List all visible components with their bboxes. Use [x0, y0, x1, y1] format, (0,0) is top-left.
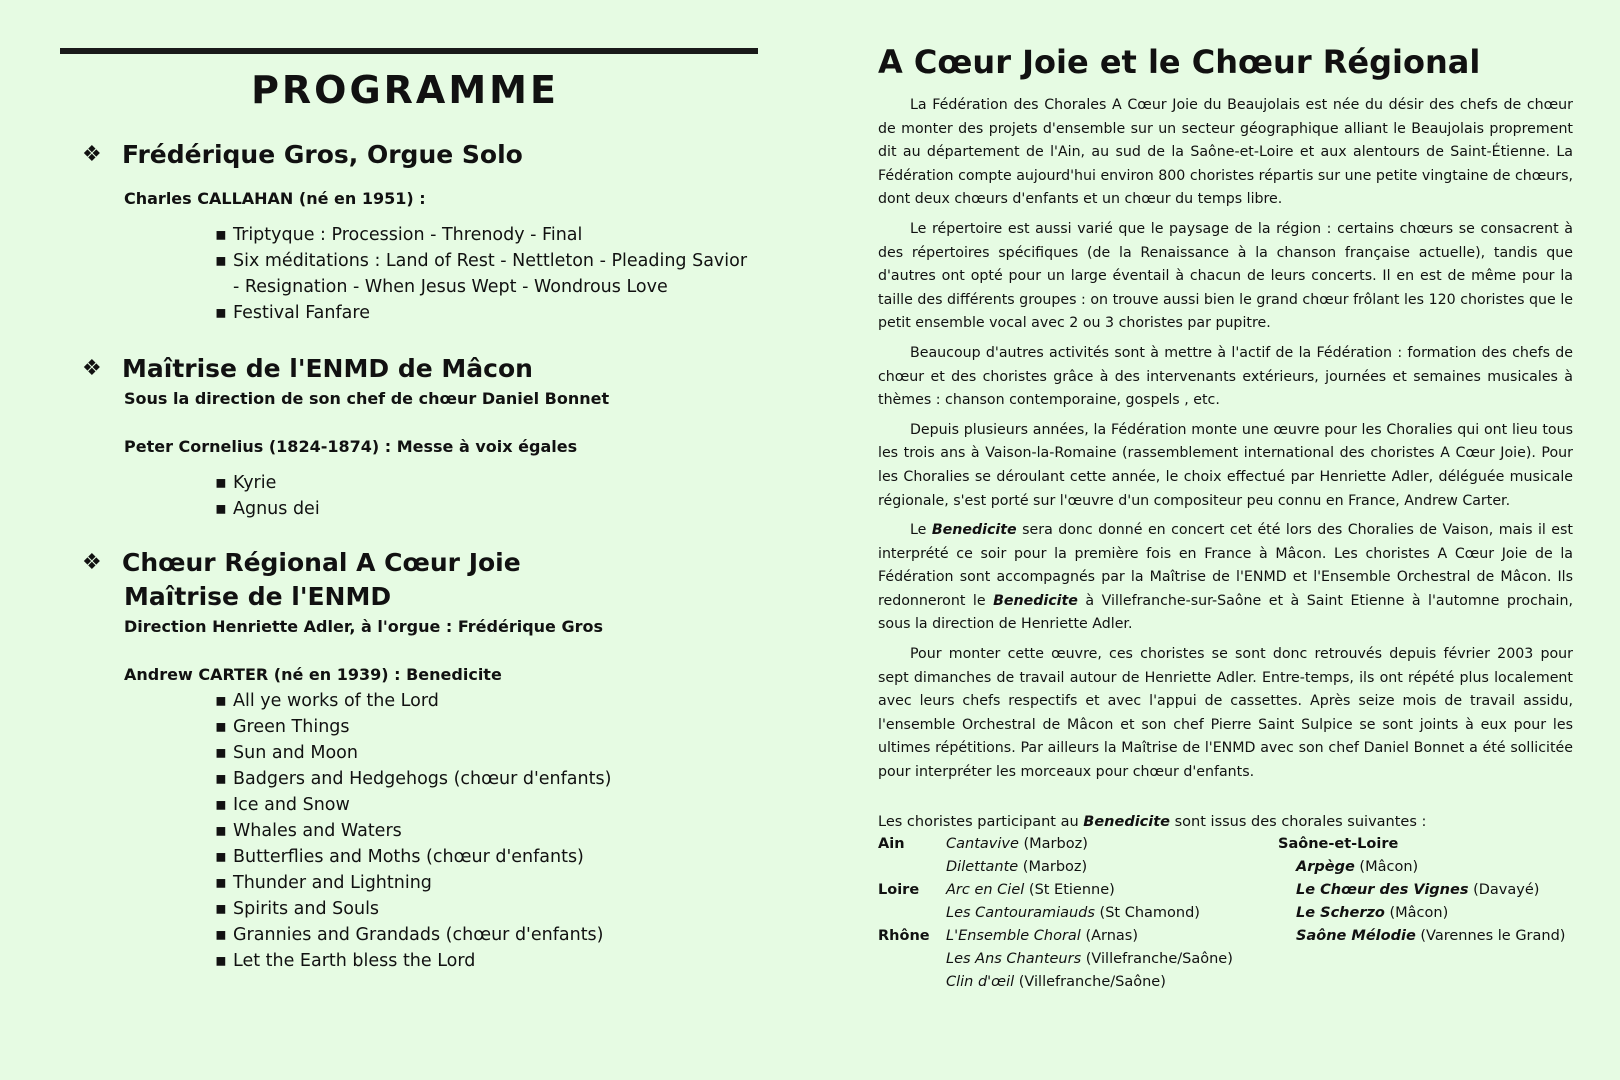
diamond-bullet-icon: ❖ [82, 356, 102, 381]
work-title: Benedicite [1083, 813, 1171, 830]
choir-entry: Saône Mélodie (Varennes le Grand) [1296, 927, 1566, 944]
article-paragraph: Pour monter cette œuvre, ces choristes se sont donc retrouvés depuis février 2003 pour sept dimanches de travail autour de Henriette Adler. Entre-temps, ils ont répété plus localement avec leurs chefs respectifs et avec l'appui de cassettes. Après seize mois de travail assidu, l'ensemble Orchestral de Mâcon et son chef Pierre Saint Sulpice se sont joints à eux pour les ultimes répétitions. Par ailleurs la Maîtrise de l'ENMD avec son chef Daniel Bonnet a été sollicitée pour interpréter les morceaux pour chœur d'enfants. [878, 646, 1573, 781]
diamond-bullet-icon: ❖ [82, 142, 102, 167]
section-heading-line2: Maîtrise de l'ENMD [124, 582, 392, 611]
list-item: ▪ Grannies and Grandads (chœur d'enfants) [215, 922, 755, 948]
article-paragraph: Beaucoup d'autres activités sont à mettre à l'actif de la Fédération : formation des chefs de chœur et des choristes grâce à des intervenants extérieurs, journées et semaines musicales à thèmes : chanson contemporaine, gospels , etc. [878, 344, 1573, 409]
section-heading-text: Frédérique Gros, Orgue Solo [122, 140, 523, 169]
section-maitrise [60, 352, 760, 522]
bullet-icon: ▪ [215, 951, 227, 971]
choir-entry: Les Cantouramiauds (St Chamond) [946, 904, 1200, 921]
bullet-icon: ▪ [215, 873, 227, 893]
bullet-icon: ▪ [215, 899, 227, 919]
list-item: ▪ Badgers and Hedgehogs (chœur d'enfants) [215, 766, 755, 792]
choir-entry: Les Ans Chanteurs (Villefranche/Saône) [946, 950, 1233, 967]
top-rule [60, 48, 758, 54]
bullet-icon: ▪ [215, 473, 227, 493]
bullet-icon: ▪ [215, 795, 227, 815]
list-item: ▪ Green Things [215, 714, 755, 740]
article-title: A Cœur Joie et le Chœur Régional [878, 43, 1481, 81]
bullet-icon: ▪ [215, 691, 227, 711]
section-subheading: Sous la direction de son chef de chœur Daniel Bonnet [124, 389, 610, 408]
choir-entry: Cantavive (Marboz) [946, 835, 1088, 852]
section-heading-text: Maîtrise de l'ENMD de Mâcon [122, 354, 533, 383]
choir-entry: Arpège (Mâcon) [1296, 858, 1419, 875]
section-organ [60, 138, 760, 326]
composer-line: Charles CALLAHAN (né en 1951) : [124, 189, 426, 208]
composer-line: Andrew CARTER (né en 1939) : Benedicite [124, 665, 502, 684]
list-item: ▪ Whales and Waters [215, 818, 755, 844]
choir-entry: Dilettante (Marboz) [946, 858, 1088, 875]
choir-entry: Arc en Ciel (St Etienne) [946, 881, 1115, 898]
programme-title: PROGRAMME [251, 68, 559, 112]
list-item: ▪ Spirits and Souls [215, 896, 755, 922]
section-heading [82, 138, 760, 172]
choir-entry: L'Ensemble Choral (Arnas) [946, 927, 1139, 944]
piece-list [215, 222, 755, 326]
choir-entry: Clin d'œil (Villefranche/Saône) [946, 973, 1166, 990]
article-paragraph: Depuis plusieurs années, la Fédération monte une œuvre pour les Choralies qui ont lieu tous les trois ans à Vaison-la-Romaine (rassemblement international des choristes A Cœur Joie). Pour les Choralies se déroulant cette année, le choix effectué par Henriette Adler, déléguée musicale régionale, s'est porté sur l'œuvre d'un compositeur peu connu en France, Andrew Carter. [878, 421, 1573, 509]
choirs-intro: Les choristes participant au Benedicite sont issus des chorales suivantes : [878, 813, 1427, 830]
list-item: ▪ Festival Fanfare [215, 300, 755, 326]
programme-column [60, 48, 760, 1058]
bullet-icon: ▪ [215, 925, 227, 945]
bullet-icon: ▪ [215, 743, 227, 763]
list-item: ▪ Ice and Snow [215, 792, 755, 818]
choir-entry: Le Scherzo (Mâcon) [1296, 904, 1449, 921]
article-paragraph: La Fédération des Chorales A Cœur Joie du Beaujolais est née du désir des chefs de chœur de monter des projets d'ensemble sur un secteur géographique alliant le Beaujolais proprement dit au département de l'Ain, au sud de la Saône-et-Loire et aux alentours de Saint-Étienne. La Fédération compte aujourd'hui environ 800 choristes répartis sur une petite vingtaine de chœurs, dont deux chœurs d'enfants et un chœur du temps libre. [878, 97, 1573, 208]
list-item: ▪ Agnus dei [215, 496, 755, 522]
region-loire: Loire [878, 881, 920, 898]
choir-entry: Le Chœur des Vignes (Davayé) [1296, 881, 1540, 898]
list-item: ▪ Butterflies and Moths (chœur d'enfants) [215, 844, 755, 870]
diamond-bullet-icon: ❖ [82, 550, 102, 575]
region-saone-et-loire: Saône-et-Loire [1278, 835, 1399, 852]
list-item: ▪ Kyrie [215, 470, 755, 496]
section-heading [82, 352, 760, 386]
piece-list [215, 470, 755, 522]
article-paragraph: Le Benedicite sera donc donné en concert cet été lors des Choralies de Vaison, mais il est interprété ce soir pour la première fois en France à Mâcon. Les choristes A Cœur Joie de la Fédération sont accompagnés par la Maîtrise de l'ENMD et l'Ensemble Orchestral de Mâcon. Ils redonneront le Benedicite à Villefranche-sur-Saône et à Saint Etienne à l'automne prochain, sous la direction de Henriette Adler. [878, 522, 1573, 633]
article-paragraph: Le répertoire est aussi varié que le paysage de la région : certains chœurs se consacrent à des répertoires spécifiques (de la Renaissance à la chanson française actuelle), tandis que d'autres ont opté pour un large éventail à chacun de leurs concerts. Il en est de même pour la taille des différents groupes : on trouve aussi bien le grand chœur frôlant les 120 choristes que le petit ensemble vocal avec 2 ou 3 choristes par pupitre. [878, 220, 1573, 332]
article-column [878, 40, 1573, 1016]
bullet-icon: ▪ [215, 847, 227, 867]
list-item: ▪ All ye works of the Lord [215, 688, 755, 714]
section-subheading: Direction Henriette Adler, à l'orgue : Frédérique Gros [124, 617, 604, 636]
bullet-icon: ▪ [215, 821, 227, 841]
list-item: ▪ Six méditations : Land of Rest - Nettleton - Pleading Savior - Resignation - When Jesus Wept - Wondrous Love [215, 248, 755, 300]
section-heading-text: Chœur Régional A Cœur Joie [122, 548, 521, 577]
region-ain: Ain [878, 835, 905, 852]
list-item: ▪ Sun and Moon [215, 740, 755, 766]
piece-list [215, 688, 755, 974]
region-rhone: Rhône [878, 927, 930, 944]
bullet-icon: ▪ [215, 225, 227, 245]
section-heading [82, 546, 760, 580]
composer-line: Peter Cornelius (1824-1874) : Messe à voix égales [124, 437, 578, 456]
bullet-icon: ▪ [215, 251, 227, 271]
section-choeur-regional [60, 546, 760, 974]
bullet-icon: ▪ [215, 717, 227, 737]
bullet-icon: ▪ [215, 499, 227, 519]
list-item: ▪ Triptyque : Procession - Threnody - Final [215, 222, 755, 248]
list-item: ▪ Thunder and Lightning [215, 870, 755, 896]
bullet-icon: ▪ [215, 769, 227, 789]
work-title: Benedicite [931, 522, 1017, 539]
choir-list [878, 836, 1573, 1016]
bullet-icon: ▪ [215, 303, 227, 323]
work-title: Benedicite [993, 592, 1078, 609]
list-item: ▪ Let the Earth bless the Lord [215, 948, 755, 974]
